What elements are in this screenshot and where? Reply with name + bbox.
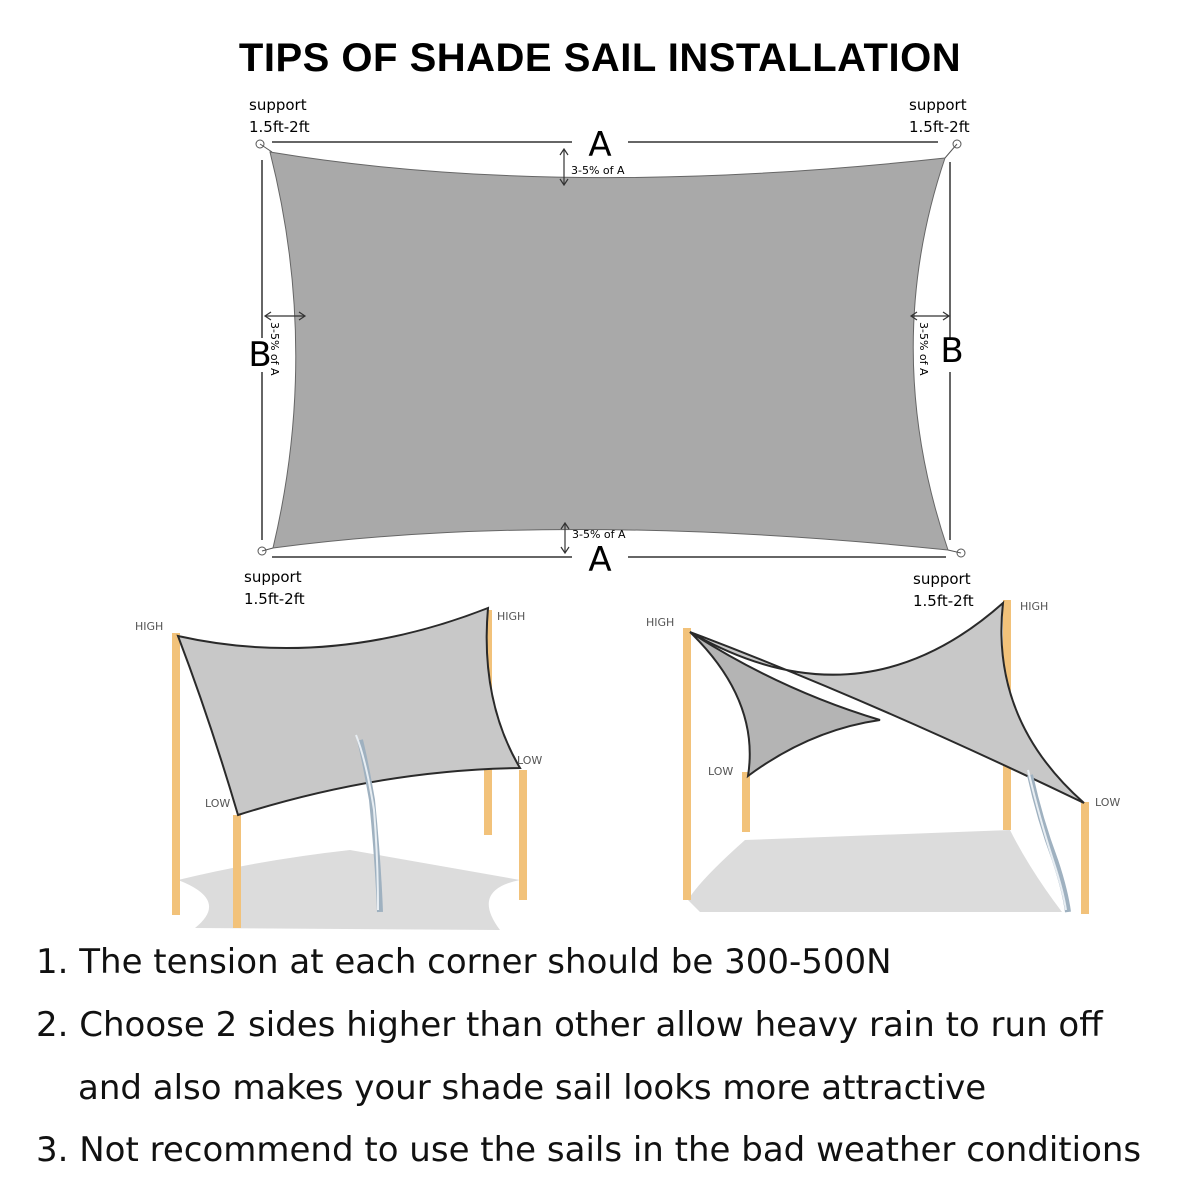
sail-shape (178, 608, 520, 815)
support-label-tl: support (249, 96, 307, 114)
tip-3: 3. Not recommend to use the sails in the bad weather conditions (36, 1130, 1142, 1170)
install-right-illustration (646, 600, 1120, 914)
tip-2-continued: and also makes your shade sail looks more attractive (78, 1068, 987, 1108)
sag-note-left: 3-5% of A (268, 322, 281, 376)
post (742, 772, 750, 832)
support-label-tr: support (909, 96, 967, 114)
support-height-tr: 1.5ft-2ft (909, 118, 970, 136)
support-label-bl: support (244, 568, 302, 586)
post (519, 770, 527, 900)
support-label-br: support (913, 570, 971, 588)
side-a-label-top: A (588, 125, 612, 165)
low-label: LOW (1095, 796, 1121, 809)
post (683, 628, 691, 900)
sail-top-diagram (244, 96, 974, 610)
sail-shadow (688, 830, 1062, 912)
sail-shadow (178, 850, 520, 930)
install-left-illustration (135, 608, 542, 930)
low-label: LOW (708, 765, 734, 778)
side-b-label-right: B (940, 331, 964, 371)
support-height-br: 1.5ft-2ft (913, 592, 974, 610)
post (172, 633, 180, 915)
sag-note-top: 3-5% of A (571, 164, 625, 177)
support-height-tl: 1.5ft-2ft (249, 118, 310, 136)
post (233, 815, 241, 928)
support-height-bl: 1.5ft-2ft (244, 590, 305, 608)
tip-2: 2. Choose 2 sides higher than other allow heavy rain to run off (36, 1005, 1103, 1045)
side-a-label-bottom: A (588, 540, 612, 580)
sail-shape (690, 632, 880, 776)
side-b-label-left: B (248, 335, 272, 375)
high-label: HIGH (497, 610, 526, 623)
page-title: TIPS OF SHADE SAIL INSTALLATION (238, 36, 962, 80)
high-label: HIGH (646, 616, 675, 629)
sag-note-right: 3-5% of A (917, 322, 930, 376)
high-label: HIGH (1020, 600, 1049, 613)
low-label: LOW (517, 754, 543, 767)
post (1081, 802, 1089, 914)
sag-note-bottom: 3-5% of A (572, 528, 626, 541)
tip-1: 1. The tension at each corner should be 300-500N (36, 942, 892, 982)
high-label: HIGH (135, 620, 164, 633)
sail-shape (270, 152, 948, 550)
low-label: LOW (205, 797, 231, 810)
